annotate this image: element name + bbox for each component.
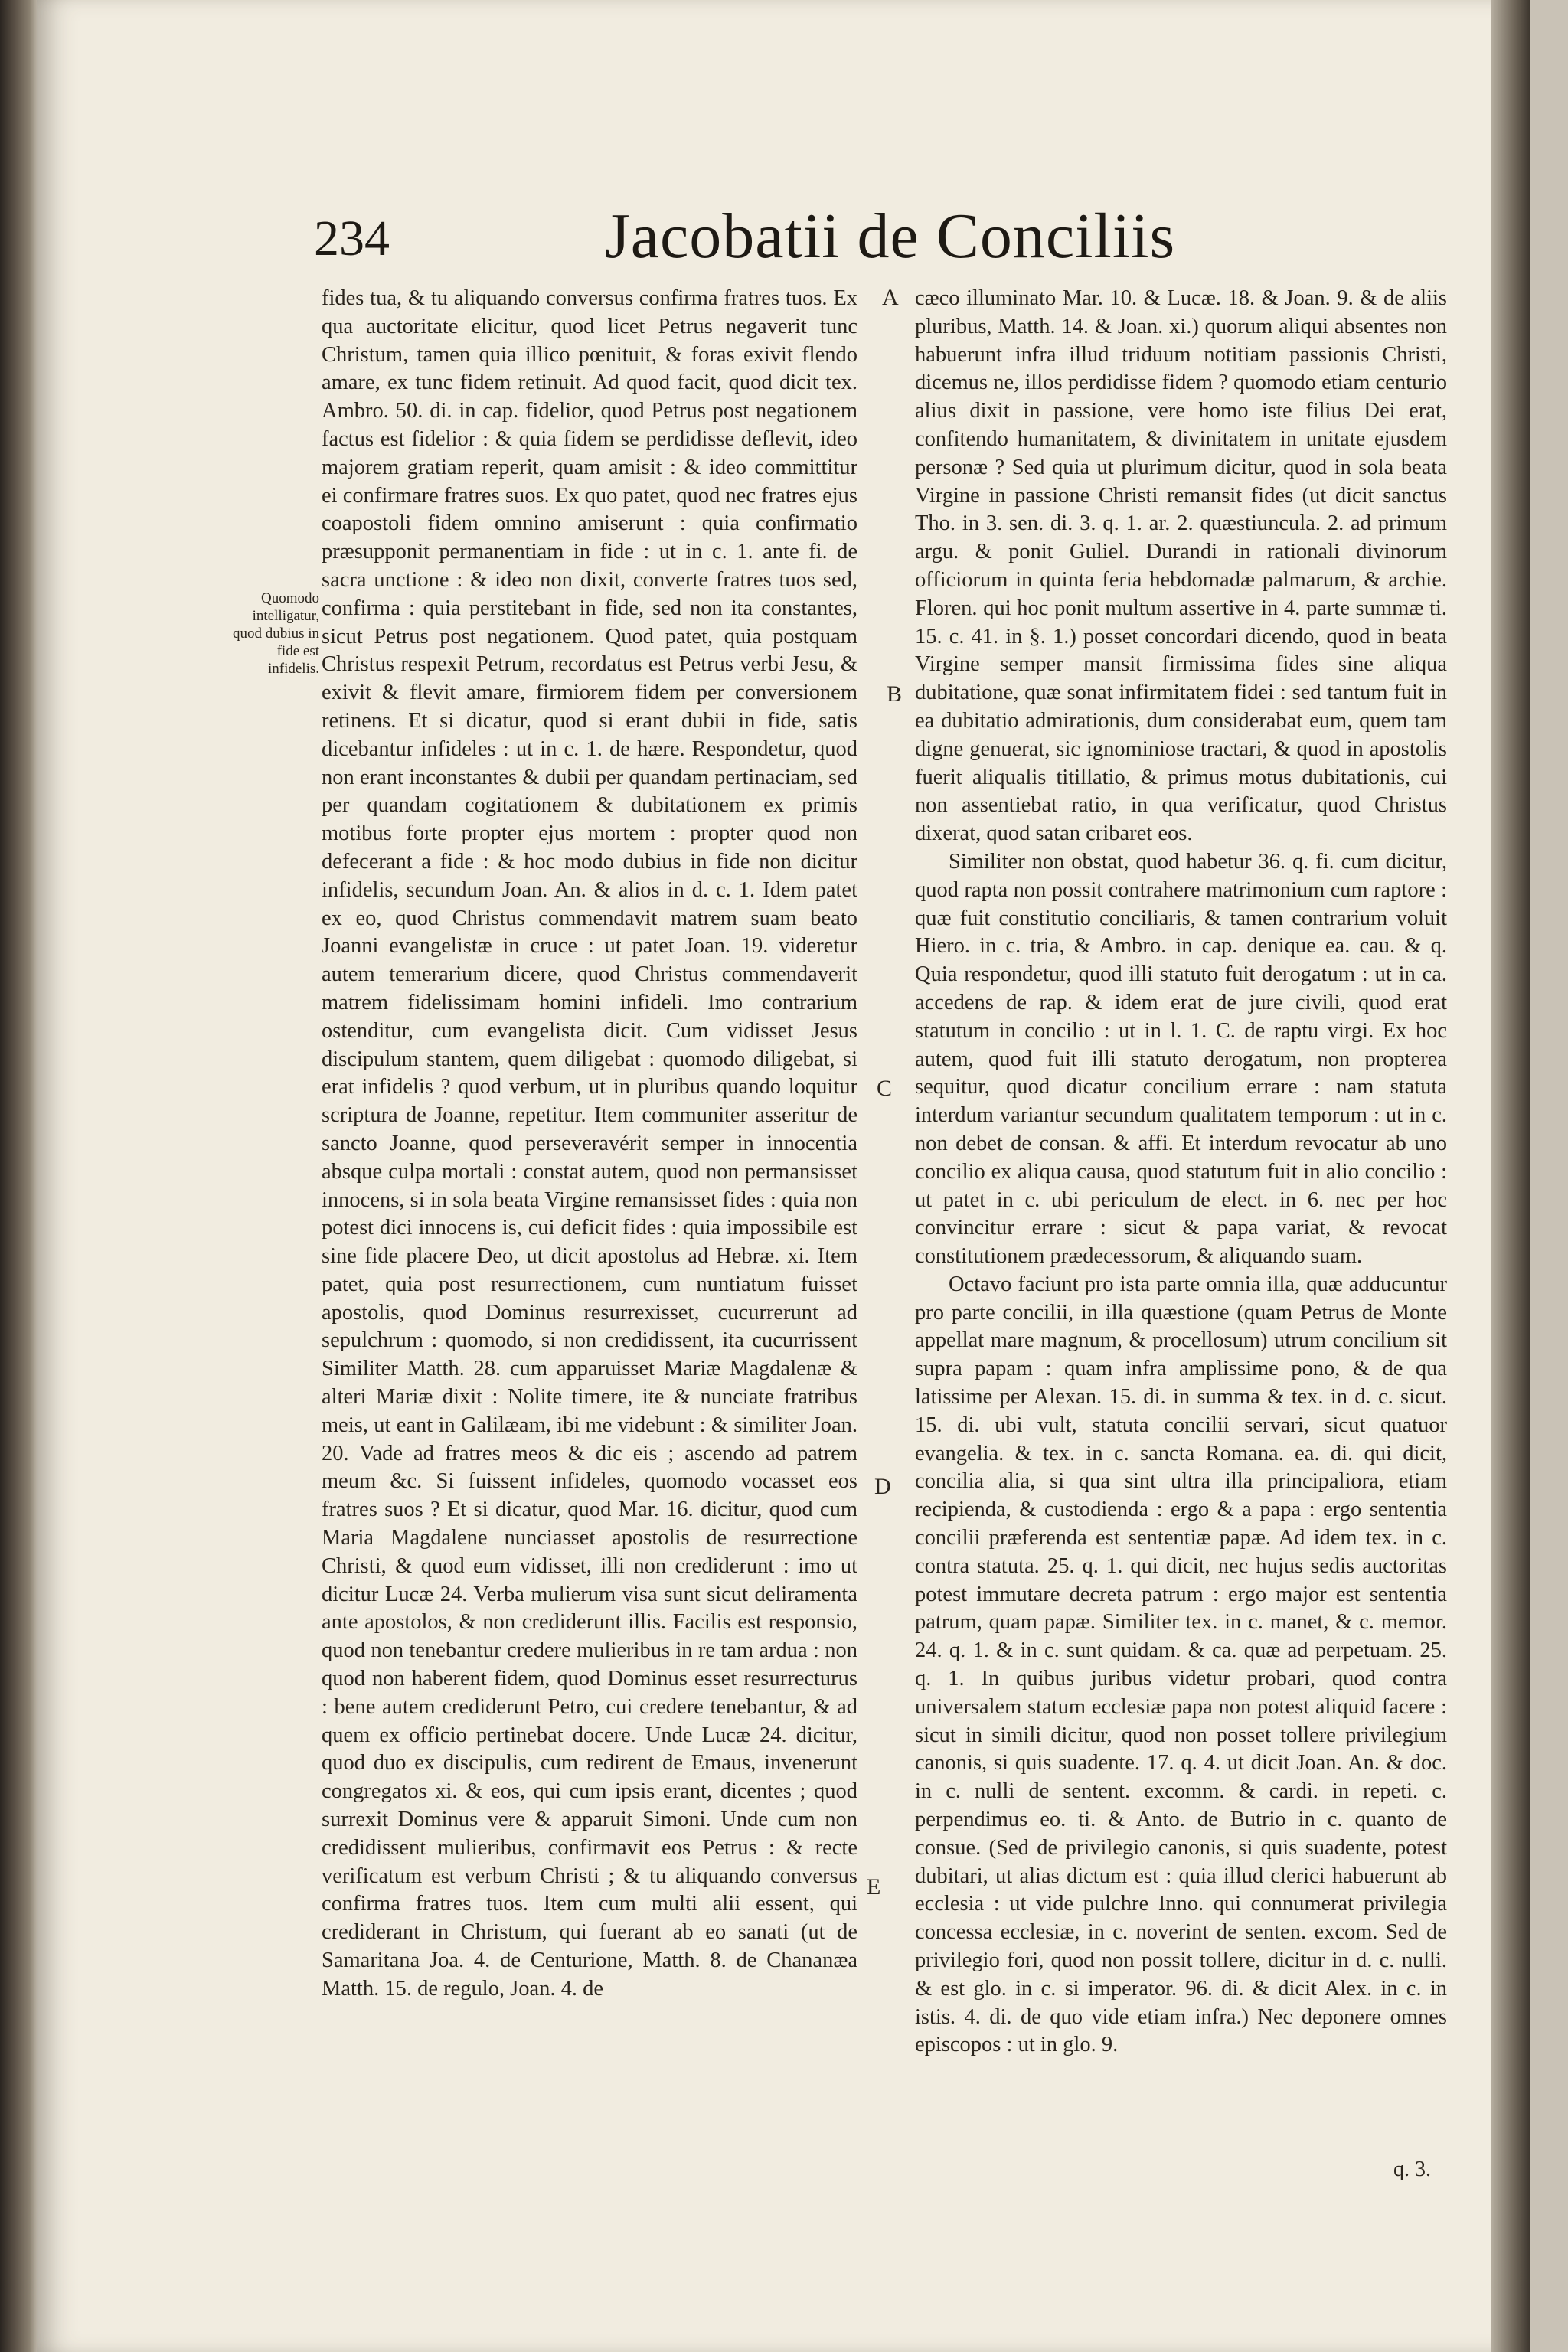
right-paragraph: cæco illuminato Mar. 10. & Lucæ. 18. & Joan. 9. & de aliis pluribus, Matth. 14. & Joan. xi.) quorum aliqui absentes non habuerunt infra illud triduum notitiam passionis Christi, dicemus ne, illos perdidisse fidem ? quomodo etiam centurio alius dixit in passione, vere homo iste filius Dei erat, confitendo humanitatem, & divinitatem in unitate ejusdem personæ ? Sed quia ut plurimum dicitur, quod in sola beata Virgine in passione Christi remansit fides (ut dicit sanctus Tho. in 3. sen. di. 3. q. 1. ar. 2. quæstiuncula. 2. ad primum argu. & ponit Guliel. Durandi in rationali divinorum officiorum in quinta feria hebdomadæ palmarum, & archie. Floren. qui hoc ponit multum assertive in 4. parte summæ ti. 15. c. 41. in §. 1.) posset concordari dicendo, quod in beata Virgine semper mansit firmissima fides sine aliqua dubitatione, quæ sonat infirmitatem fidei : sed tantum fuit in ea dubitatio admirationis, dum considerabat eum, quem tam digne genuerat, sic ignominiose tractari, & quod in apostolis fuerit aliqualis titillatio, & primus motus dubitationis, cui non assentiebat ratio, in qua verificatur, quod Christus dixerat, quod satan cribaret eos. (915, 286, 1447, 846)
section-letter-d: D (874, 1474, 891, 1499)
catchword: q. 3. (1393, 2158, 1431, 2181)
margin-note: Quomodo intelligatur, quod dubius in fide est infidelis. (233, 590, 319, 677)
section-letter-a: A (882, 285, 899, 310)
section-letter-e: E (867, 1874, 881, 1900)
left-column (322, 285, 858, 2004)
book-spine (0, 0, 37, 2352)
page-header (314, 191, 1409, 283)
left-paragraph: fides tua, & tu aliquando conversus confirma fratres tuos. Ex qua auctoritate elicitur, quod licet Petrus negaverit tunc Christum, tamen quia illico pœnituit, & foras exivit flendo amare, ex tunc fidem retinuit. Ad quod facit, quod dicit tex. Ambro. 50. di. in cap. fidelior, quod Petrus post negationem factus est fidelior : & quia fidem se perdidisse deflevit, ideo majorem gratiam reperit, quam amisit : & ideo committitur ei confirmare fratres suos. Ex quo patet, quod nec fratres ejus coapostoli fidem omnino amiserunt : quia confirmatio præsupponit permanentiam in fide : ut in c. 1. ante fi. de sacra unctione : & ideo non dixit, converte fratres tuos sed, confirma : quia perstitebant in fide, sed non ita constantes, sicut Petrus post negationem. Quod patet, quia postquam Christus respexit Petrum, recordatus est Petrus verbi Jesu, & exivit & flevit amare, firmiorem fidem per conversionem retinens. Et si dicatur, quod si erant dubii in fide, satis dicebantur infideles : ut in c. 1. de hære. Respondetur, quod non erant inconstantes & dubii per quandam pertinaciam, sed per quandam cogitationem & dubitationem ex primis motibus forte propter ejus mortem : propter quod non defecerant a fide : & hoc modo dubius in fide non dicitur infidelis, secundum Joan. An. & alios in d. c. 1. Idem patet ex eo, quod Christus commendavit matrem suam beato Joanni evangelistæ in cruce : ut patet Joan. 19. videretur autem temerarium dicere, quod Christus commendaverit matrem fidelissimam homini infideli. Imo contrarium ostenditur, cum evangelista dicit. Cum vidisset Jesus discipulum stantem, quem diligebat : quomodo diligebat, si erat infidelis ? quod verbum, ut in pluribus quando loquitur scriptura de Joanne, repetitur. Item communiter asseritur de sancto Joanne, quod perseveravérit semper in innocentia absque culpa mortali : constat autem, quod non permansisset innocens, si in sola beata Virgine remansisset fides : quia non potest dici innocens is, cui deficit fides : quia impossibile est sine fide placere Deo, ut dicit apostolus ad Hebræ. xi. Item patet, quia post resurrectionem, cum nuntiatum fuisset apostolis, quod Dominus resurrexisset, cucurrerunt ad sepulchrum : quomodo, si non credidissent, ita cucurrissent Similiter Matth. 28. cum apparuisset Mariæ Magdalenæ & alteri Mariæ dixit : Nolite timere, ite & nunciate fratribus meis, ut eant in Galilæam, ibi me videbunt : & similiter Joan. 20. Vade ad fratres meos & dic eis ; ascendo ad patrem meum &c. Si fuissent infideles, quomodo vocasset eos fratres suos ? Et si dicatur, quod Mar. 16. dicitur, quod cum Maria Magdalene nunciasset apostolis de resurrectione Christi, & quod eum vidisset, illi non crediderunt : imo ut dicitur Lucæ 24. Verba mulierum visa sunt sicut deliramenta ante apostolos, & non crediderunt illis. Facilis est responsio, quod non tenebantur credere mulieribus in re tam ardua : non quod non haberent fidem, quod Dominus esset resurrecturus : bene autem crediderunt Petro, cui credere tenebantur, & ad quem ex officio pertinebat docere. Unde Lucæ 24. dicitur, quod duo ex discipulis, cum redirent de Emaus, invenerunt congregatos xi. & eos, qui cum ipsis erant, dicentes ; quod surrexit Dominus vere & apparuit Simoni. Unde cum non credidissent mulieribus, confirmavit eos Petrus : & recte verificatum est verbum Christi ; & tu aliquando conversus confirma fratres tuos. Item cum multi alii essent, qui crediderant in Christum, qui fuerant ab eo sanati (ut de Samaritana Joa. 4. de Centurione, Matth. 8. de Chananæa Matth. 15. de regulo, Joan. 4. de (322, 286, 858, 2001)
section-letter-b: B (887, 681, 903, 707)
right-paragraph: Similiter non obstat, quod habetur 36. q. fi. cum dicitur, quod rapta non possit contrahere matrimonium cum raptore : quæ fuit constitutio conciliaris, & tamen contrarium voluit Hiero. in c. tria, & Ambro. in cap. denique ea. cau. & q. Quia respondetur, quod illi statuto fuit derogatum : ut in ca. accedens de rap. & idem erat de jure civili, quod erat statutum in concilio : ut in l. 1. C. de raptu virgi. Ex hoc autem, quod fuit illi statuto derogatum, non propterea sequitur, quod dicatur concilium errare : nam statuta interdum variantur secundum qualitatem temporum : ut in c. non debet de consan. & affi. Et interdum revocatur ab uno concilio ex aliqua causa, quod statutum fuit in alio concilio : ut patet in c. ubi periculum de elect. in 6. nec per hoc convincitur errare : sicut & papa variat, & revocat constitutionem prædecessorum, & aliquando suam. (915, 849, 1447, 1269)
section-letter-c: C (877, 1076, 893, 1101)
right-column (915, 285, 1447, 2060)
page-edge-shadow (1491, 0, 1530, 2352)
running-title: Jacobatii de Conciliis (605, 201, 1176, 272)
page-number: 234 (314, 211, 390, 266)
right-paragraph: Octavo faciunt pro ista parte omnia illa, quæ adducuntur pro parte concilii, in illa quæstione (quam Petrus de Monte appellat mare magnum, & procellosum) utrum concilium sit supra papam : quam infra amplissime pono, & de qua latissime per Alexan. 15. di. in summa & tex. in d. c. sicut. 15. di. ubi vult, statuta concilii servari, sicut quatuor evangelia. & tex. in c. sancta Romana. ea. di. qui dicit, concilia alia, si qua sint ultra illa principaliora, etiam recipienda, & custodienda : ergo & a papa : ergo sententia concilii præferenda est sententiæ papæ. Ad idem tex. in c. contra statuta. 25. q. 1. qui dicit, nec hujus sedis auctoritas potest immutare decreta patrum : ergo major est sententia patrum, quam papæ. Similiter tex. in c. manet, & c. memor. 24. q. 1. & in c. sunt quidam. & ca. quæ ad perpetuam. 25. q. 1. In quibus juribus videtur probari, quod contra universalem statum ecclesiæ papa non potest aliquid facere : sicut in simili dicitur, quod non posset tollere privilegium canonis, si quis suadente. 17. q. 4. ut dicit Joan. An. & doc. in c. nulli de sentent. excomm. & cardi. in repeti. c. perpendimus eo. ti. & Anto. de Butrio in c. quanto de consue. (Sed de privilegio canonis, si quis suadente, potest dubitari, ut alias dictum est : quia illud clerici habuerunt ab ecclesia : ut vide pulchre Inno. qui connumerat privilegia concessa ecclesiæ, in c. noverint de senten. excom. Sed de privilegio fori, quod non possit tollere, dicitur in d. c. nulli. & est glo. in c. si imperator. 96. di. & dicit Alex. in c. in istis. 4. di. de quo vide etiam infra.) Nec deponere omnes episcopos : ut in glo. 9. (915, 1272, 1447, 2057)
